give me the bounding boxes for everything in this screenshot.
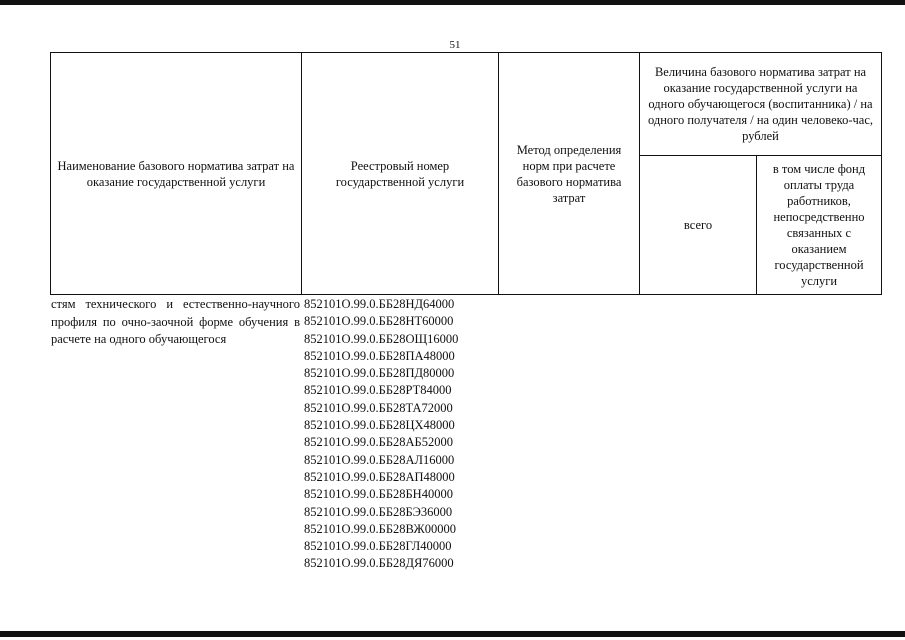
registry-code: 852101О.99.0.ББ28ТА72000 [304, 400, 453, 415]
row-name-text: стям технического и естественно-научного профиля по очно-заочной форме обучения в расчете на одного обучающегося [51, 297, 300, 346]
header-cell-total: всего [683, 218, 713, 232]
registry-code: 852101О.99.0.ББ28РТ84000 [304, 383, 452, 398]
registry-code: 852101О.99.0.ББ28АБ52000 [304, 435, 453, 450]
header-cell-method: Метод определения норм при расчете базового норматива затрат [516, 142, 622, 205]
registry-code: 852101О.99.0.ББ28АП48000 [304, 469, 455, 484]
registry-code: 852101О.99.0.ББ28БН40000 [304, 487, 453, 502]
registry-code: 852101О.99.0.ББ28НТ60000 [304, 314, 454, 329]
registry-code: 852101О.99.0.ББ28АЛ16000 [304, 452, 455, 467]
page-number: 51 [449, 39, 461, 51]
registry-code: 852101О.99.0.ББ28ОЩ16000 [304, 331, 459, 346]
header-cell-registry-number: Реестровый номер государственной услуги [335, 158, 465, 189]
registry-code: 852101О.99.0.ББ28ГЛ40000 [304, 539, 452, 554]
header-cell-wage-fund: в том числе фонд оплаты труда работников, непосредственно связанных с оказанием государственной услуги [772, 162, 866, 288]
header-cell-value: Величина базового норматива затрат на оказание государственной услуги на одного обучающегося (воспитанника) / на одного получателя / на один человеко-час, рублей [647, 65, 874, 143]
registry-code: 852101О.99.0.ББ28ВЖ00000 [304, 521, 456, 536]
registry-code: 852101О.99.0.ББ28НД64000 [304, 297, 455, 311]
registry-code: 852101О.99.0.ББ28ПА48000 [304, 348, 455, 363]
bottom-border [0, 631, 905, 637]
header-cell-name: Наименование базового норматива затрат на оказание государственной услуги [57, 158, 295, 189]
registry-code: 852101О.99.0.ББ28БЭ36000 [304, 504, 453, 519]
registry-code: 852101О.99.0.ББ28ЦХ48000 [304, 418, 455, 433]
registry-code: 852101О.99.0.ББ28ПД80000 [304, 366, 455, 381]
table-header [50, 52, 882, 295]
registry-code-list [304, 296, 458, 573]
registry-code: 852101О.99.0.ББ28ДЯ76000 [304, 556, 454, 571]
top-border [0, 0, 905, 5]
